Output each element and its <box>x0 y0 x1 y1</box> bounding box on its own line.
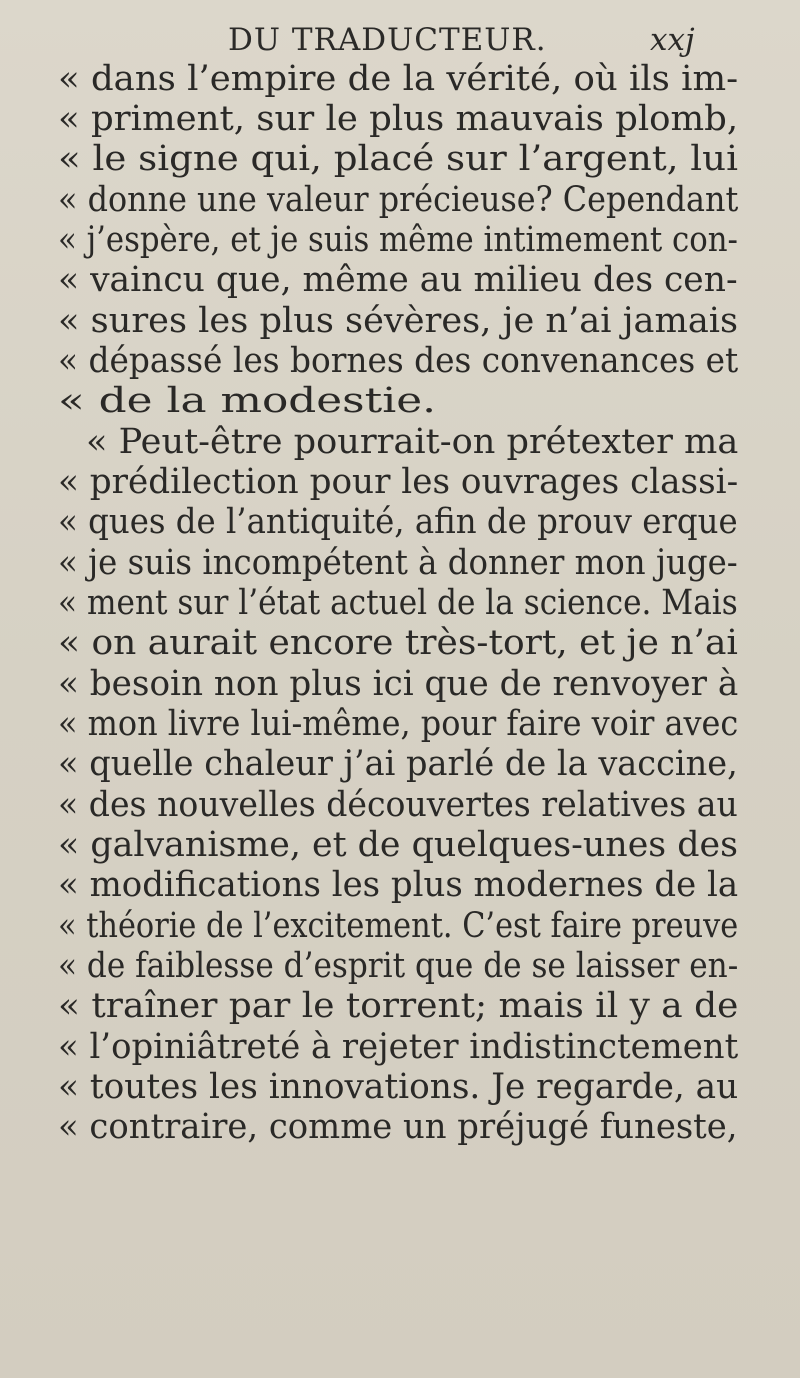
page-number: xxj <box>650 22 695 58</box>
text-line: « galvanisme, et de quelques-unes des <box>58 825 738 865</box>
text-line: « mon livre lui-même, pour faire voir avec <box>58 704 739 744</box>
text-line: « des nouvelles découvertes relatives au <box>58 785 738 825</box>
text-line: « donne une valeur précieuse? Cependant <box>58 180 739 220</box>
text-line: « quelle chaleur j’ai parlé de la vaccine, <box>58 744 738 784</box>
text-line: « sures les plus sévères, je n’ai jamais <box>58 301 739 341</box>
text-line: « modifications les plus modernes de la <box>58 865 739 905</box>
text-line: « l’opiniâtreté à rejeter indistinctement <box>58 1027 739 1067</box>
text-line: « ques de l’antiquité, afin de prouv erque <box>58 502 738 542</box>
text-line: « prédilection pour les ouvrages classi- <box>58 462 739 502</box>
text-line: « de la modestie. <box>58 381 437 421</box>
text-line: « priment, sur le plus mauvais plomb, <box>58 99 739 139</box>
page-header <box>0 22 800 62</box>
text-line: « traîner par le torrent; mais il y a de <box>58 986 739 1026</box>
text-line: « ment sur l’état actuel de la science. Mais <box>58 583 738 623</box>
text-line: « je suis incompétent à donner mon juge- <box>58 543 738 583</box>
text-line: « besoin non plus ici que de renvoyer à <box>58 664 739 704</box>
text-line: « le signe qui, placé sur l’argent, lui <box>58 139 738 179</box>
running-head: DU TRADUCTEUR. <box>228 22 547 58</box>
text-line: « dans l’empire de la vérité, où ils im- <box>58 59 739 99</box>
text-line: « de faiblesse d’esprit que de se laisser en- <box>58 946 739 986</box>
text-line: « contraire, comme un préjugé funeste, <box>58 1107 738 1147</box>
text-line: « Peut-être pourrait-on prétexter ma <box>86 422 739 462</box>
text-line: « toutes les innovations. Je regarde, au <box>58 1067 739 1107</box>
text-line: « théorie de l’excitement. C’est faire preuve <box>58 906 739 946</box>
text-line: « on aurait encore très-tort, et je n’ai <box>58 623 738 663</box>
text-line: « dépassé les bornes des convenances et <box>58 341 739 381</box>
text-line: « vaincu que, même au milieu des cen- <box>58 260 738 300</box>
text-line: « j’espère, et je suis même intimement con- <box>58 220 738 260</box>
